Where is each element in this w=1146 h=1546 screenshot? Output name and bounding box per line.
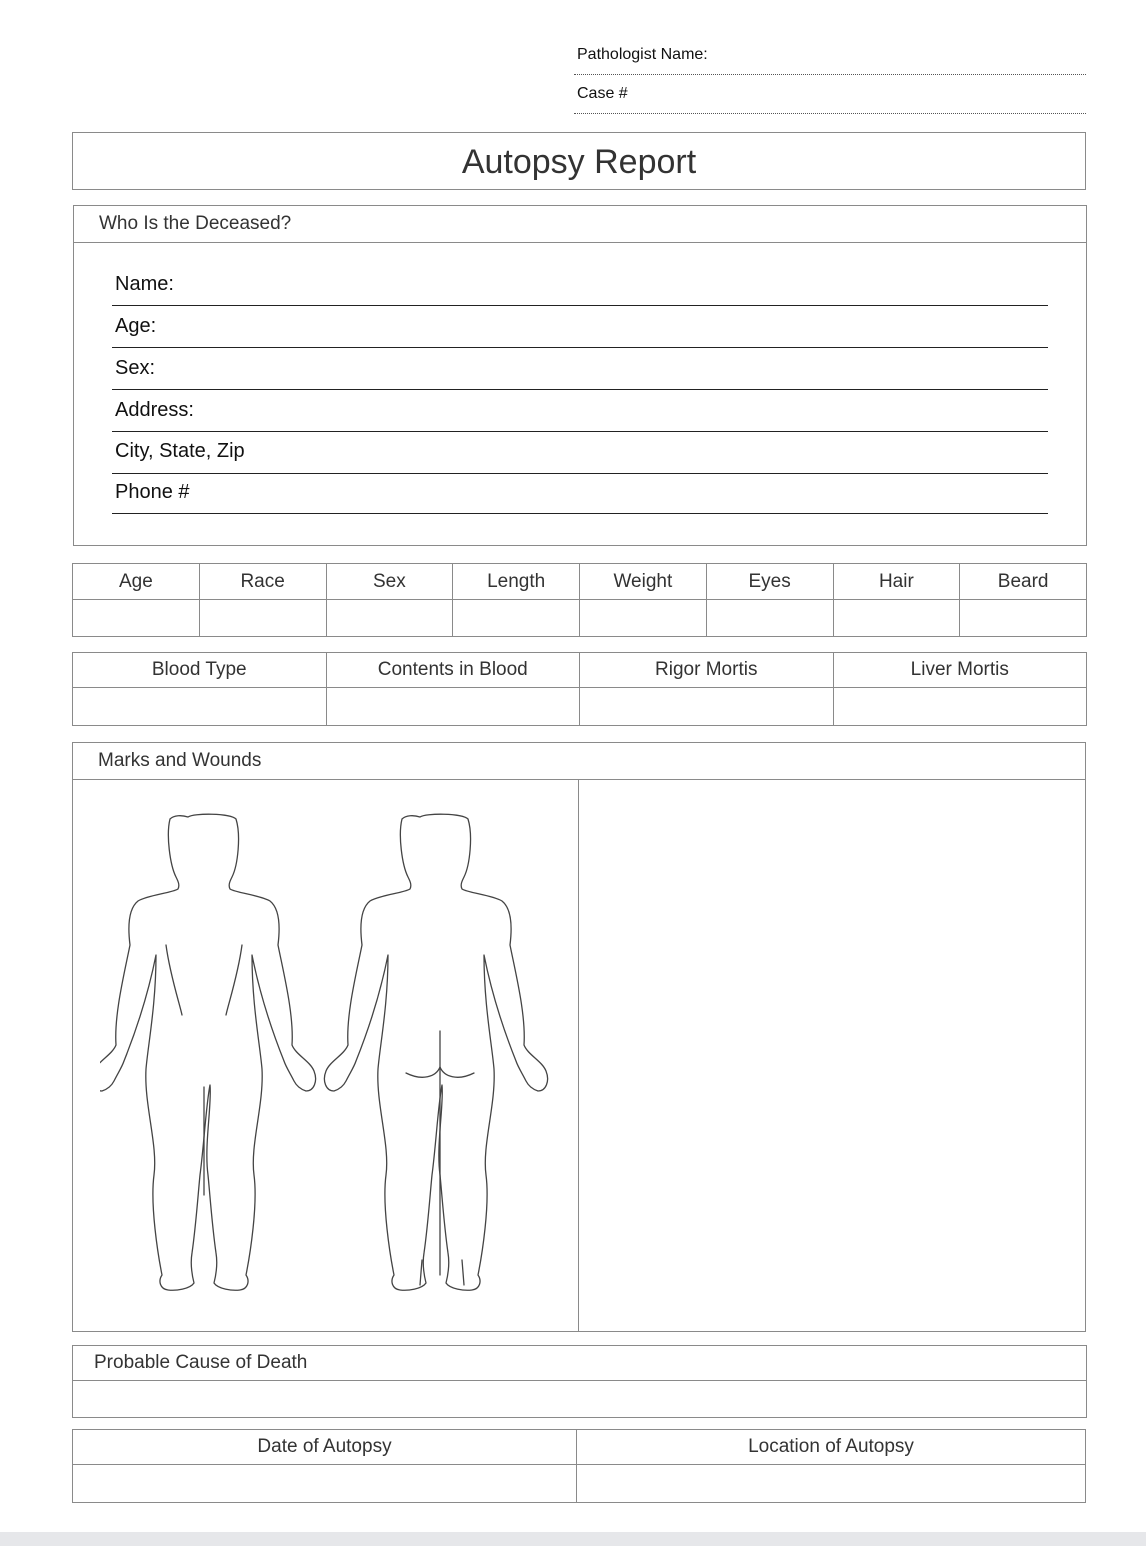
name-field[interactable]: [112, 305, 1048, 306]
col-location-of-autopsy: Location of Autopsy: [577, 1430, 1086, 1465]
autopsy-details-table: [72, 1429, 1086, 1503]
pathologist-name-label: Pathologist Name:: [577, 46, 708, 63]
sex-field[interactable]: [112, 389, 1048, 390]
col-rigor-mortis: Rigor Mortis: [580, 653, 834, 688]
marks-notes-area[interactable]: [580, 781, 1084, 1330]
physical-table: [72, 563, 1087, 637]
age-cell[interactable]: [73, 600, 200, 637]
liver-mortis-cell[interactable]: [833, 688, 1087, 726]
col-hair: Hair: [833, 564, 960, 600]
bottom-scroll-strip: [0, 1532, 1146, 1546]
section-divider: [72, 779, 1086, 780]
age-field[interactable]: [112, 347, 1048, 348]
col-sex: Sex: [326, 564, 453, 600]
sex-label: Sex:: [115, 357, 156, 379]
deceased-section: [73, 205, 1087, 546]
rigor-mortis-cell[interactable]: [580, 688, 834, 726]
address-label: Address:: [115, 399, 194, 421]
col-eyes: Eyes: [706, 564, 833, 600]
sex-cell[interactable]: [326, 600, 453, 637]
address-field[interactable]: [112, 431, 1048, 432]
city-state-zip-label: City, State, Zip: [115, 440, 245, 462]
blood-table: [72, 652, 1087, 726]
case-number-field[interactable]: [574, 113, 1086, 114]
col-age: Age: [73, 564, 200, 600]
name-label: Name:: [115, 273, 174, 295]
date-of-autopsy-cell[interactable]: [73, 1465, 577, 1503]
phone-label: Phone #: [115, 481, 190, 503]
weight-cell[interactable]: [580, 600, 707, 637]
col-race: Race: [199, 564, 326, 600]
col-blood-type: Blood Type: [73, 653, 327, 688]
body-diagram[interactable]: [100, 805, 560, 1305]
cause-of-death-field[interactable]: [74, 1382, 1085, 1416]
race-cell[interactable]: [199, 600, 326, 637]
col-length: Length: [453, 564, 580, 600]
age-label: Age:: [115, 315, 157, 337]
page-title: Autopsy Report: [461, 143, 697, 181]
col-beard: Beard: [960, 564, 1087, 600]
section-divider: [73, 242, 1087, 243]
col-liver-mortis: Liver Mortis: [833, 653, 1087, 688]
eyes-cell[interactable]: [706, 600, 833, 637]
marks-section-heading: Marks and Wounds: [98, 750, 262, 771]
section-divider: [72, 1380, 1087, 1381]
length-cell[interactable]: [453, 600, 580, 637]
body-front-figure: [100, 814, 316, 1290]
body-back-figure: [324, 814, 547, 1290]
pathologist-name-field[interactable]: [574, 74, 1086, 75]
contents-in-blood-cell[interactable]: [326, 688, 580, 726]
location-of-autopsy-cell[interactable]: [577, 1465, 1086, 1503]
blood-type-cell[interactable]: [73, 688, 327, 726]
title-box: [72, 132, 1086, 190]
phone-field[interactable]: [112, 513, 1048, 514]
col-date-of-autopsy: Date of Autopsy: [73, 1430, 577, 1465]
marks-column-divider: [578, 779, 579, 1332]
beard-cell[interactable]: [960, 600, 1087, 637]
hair-cell[interactable]: [833, 600, 960, 637]
col-weight: Weight: [580, 564, 707, 600]
cause-of-death-heading: Probable Cause of Death: [94, 1352, 308, 1373]
case-number-label: Case #: [577, 85, 628, 102]
deceased-section-heading: Who Is the Deceased?: [99, 213, 292, 234]
city-state-zip-field[interactable]: [112, 473, 1048, 474]
col-contents-in-blood: Contents in Blood: [326, 653, 580, 688]
